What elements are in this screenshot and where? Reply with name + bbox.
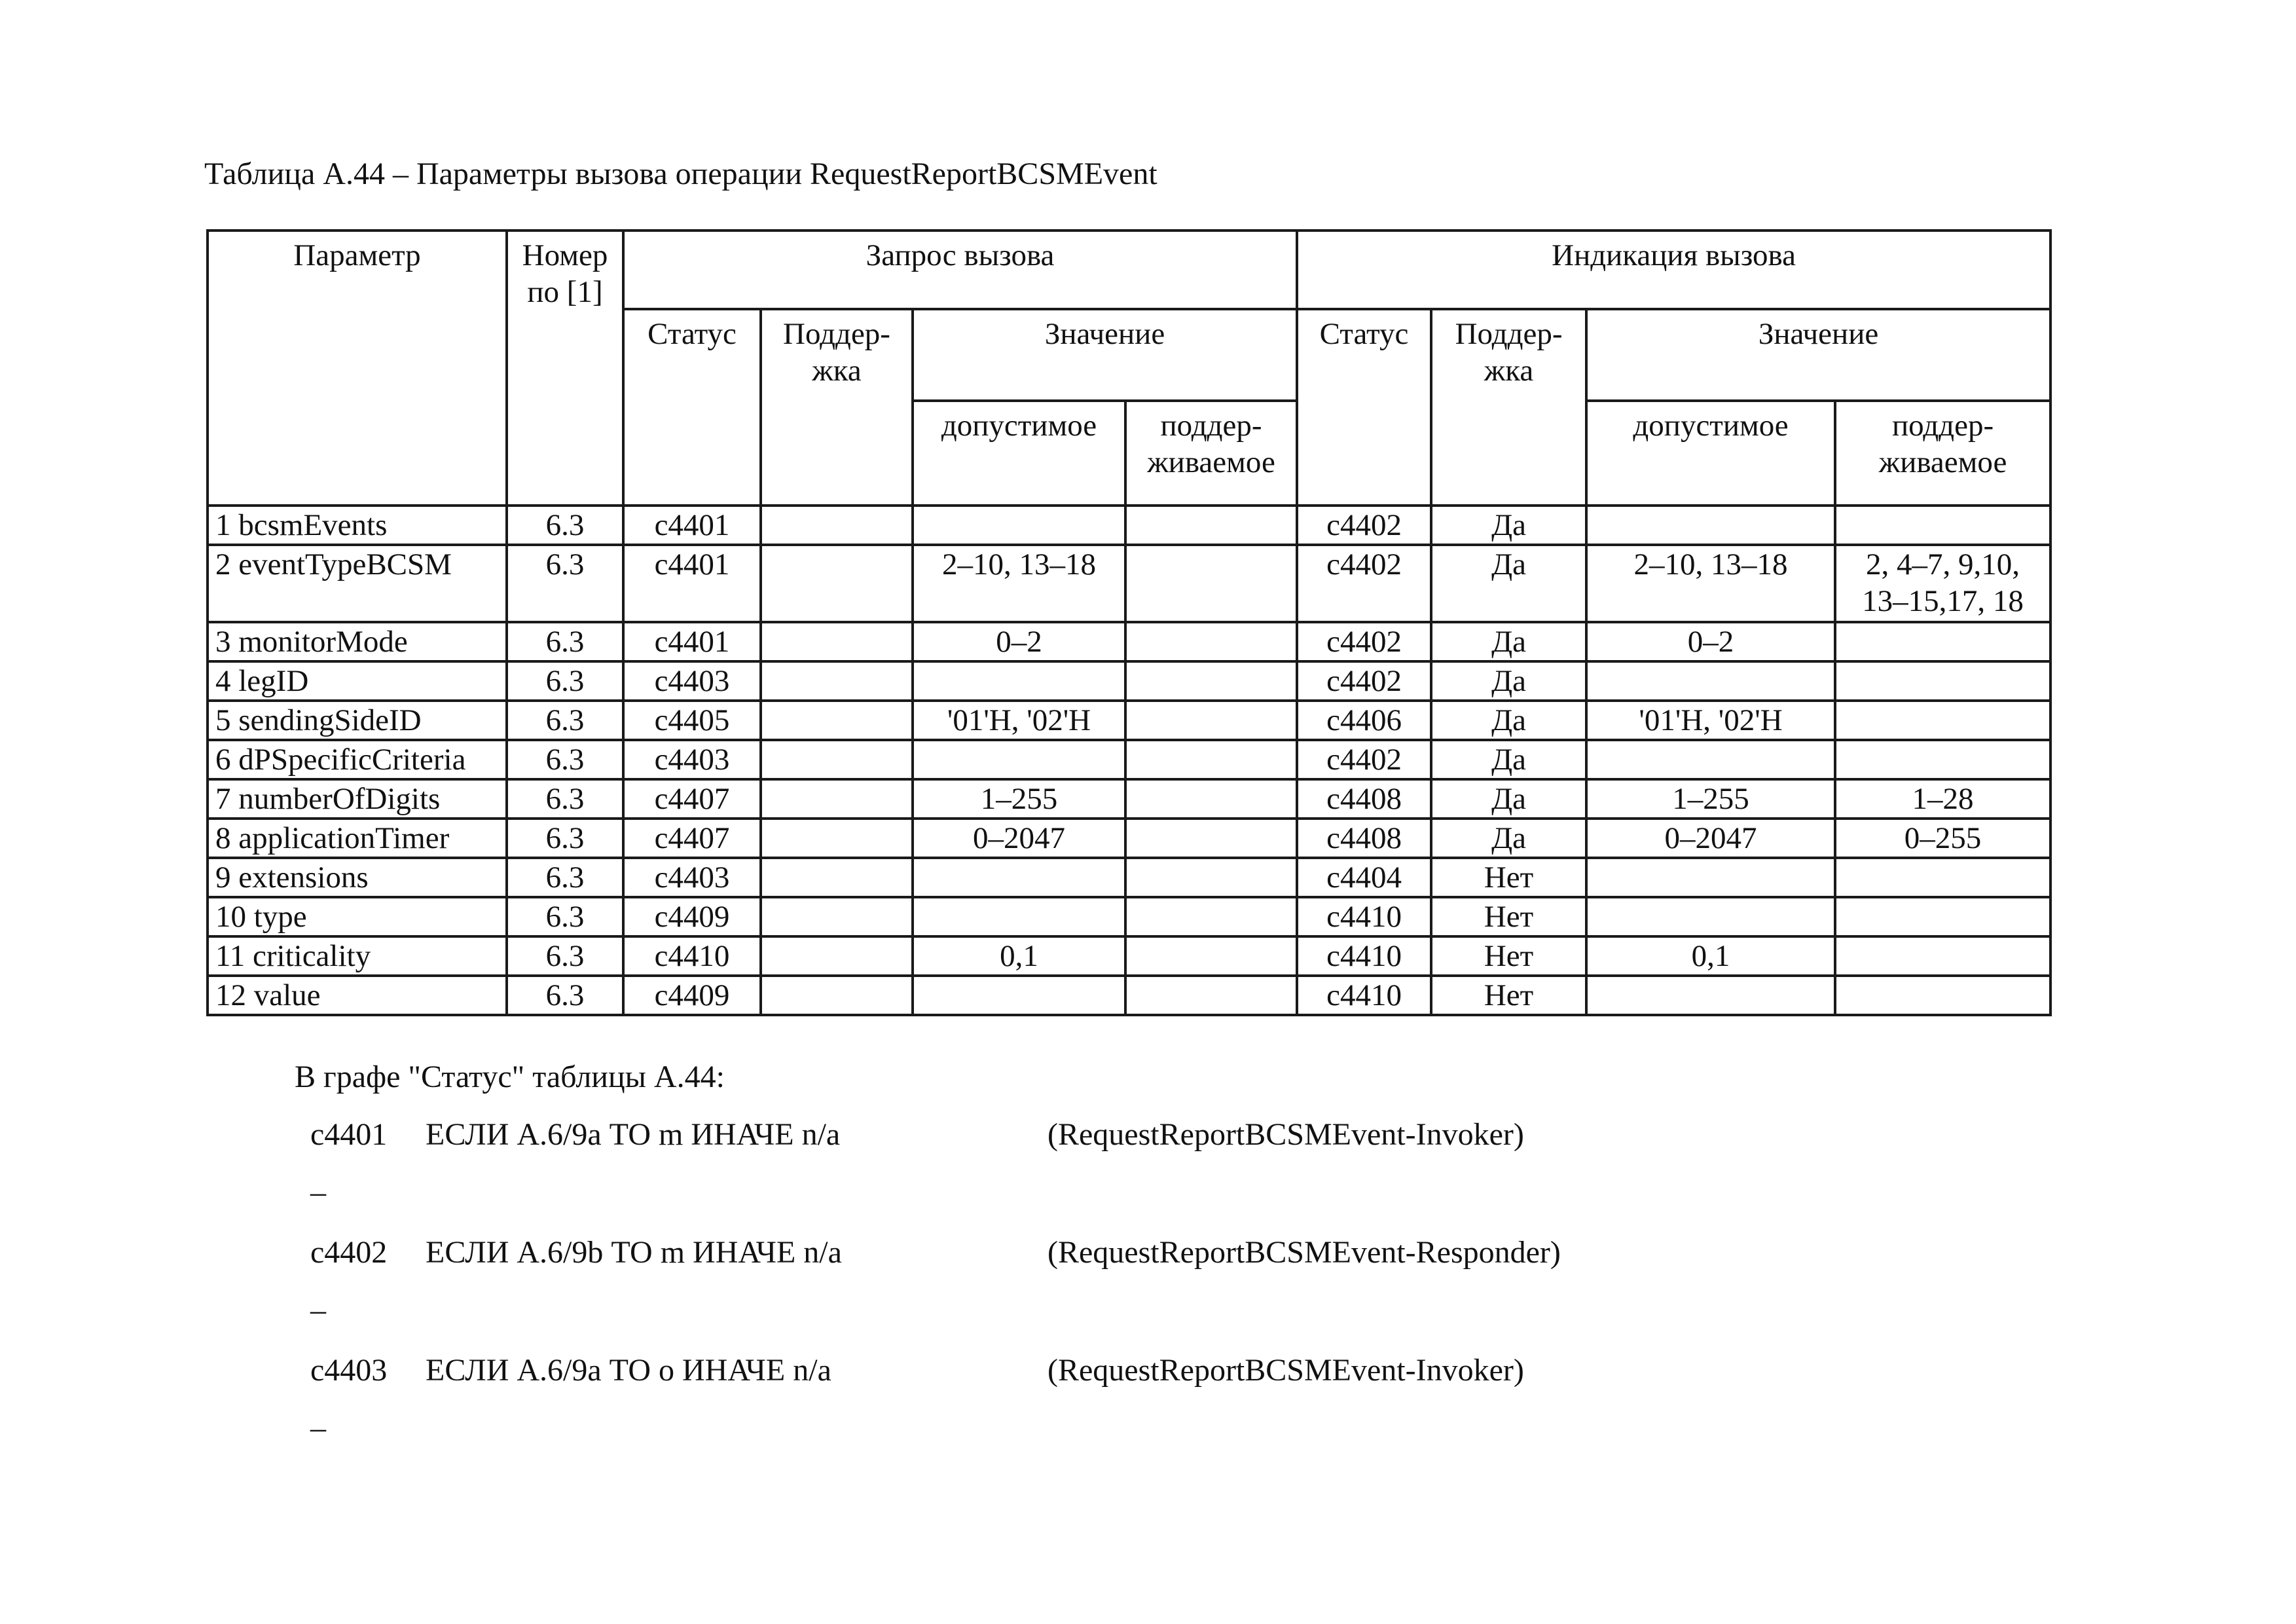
table-row [208, 936, 2050, 976]
cell-req-support [761, 506, 913, 545]
cell-ind-supported [1835, 936, 2050, 976]
cell-req-allowed [913, 858, 1125, 897]
cell-req-status: c4407 [623, 779, 761, 819]
cell-req-status: c4401 [623, 506, 761, 545]
table-row [208, 701, 2050, 740]
cell-param: 7 numberOfDigits [208, 779, 507, 819]
cell-ind-status: c4402 [1297, 506, 1431, 545]
cell-req-support [761, 779, 913, 819]
note-condition: ЕСЛИ А.6/9а ТО o ИНАЧЕ n/a [426, 1353, 831, 1388]
header-ind-allowed: допустимое [1586, 401, 1835, 506]
table-row [208, 858, 2050, 897]
cell-number: 6.3 [507, 976, 623, 1015]
cell-ind-supported [1835, 976, 2050, 1015]
cell-ind-allowed [1586, 976, 1835, 1015]
cell-ind-support: Да [1431, 622, 1586, 661]
cell-req-status: c4409 [623, 976, 761, 1015]
note-condition: ЕСЛИ А.6/9а ТО m ИНАЧЕ n/a [426, 1117, 841, 1152]
note-item [295, 1233, 1866, 1351]
header-req-value: Значение [913, 309, 1297, 401]
cell-ind-allowed [1586, 740, 1835, 779]
cell-number: 6.3 [507, 779, 623, 819]
table-row [208, 661, 2050, 701]
cell-param: 11 criticality [208, 936, 507, 976]
cell-req-status: c4409 [623, 897, 761, 936]
cell-param: 10 type [208, 897, 507, 936]
cell-ind-allowed [1586, 506, 1835, 545]
cell-req-status: c4405 [623, 701, 761, 740]
cell-number: 6.3 [507, 936, 623, 976]
cell-ind-status: c4402 [1297, 740, 1431, 779]
status-notes [295, 1058, 1866, 1469]
cell-req-support [761, 976, 913, 1015]
table-row [208, 819, 2050, 858]
note-dash: – [310, 1175, 326, 1209]
note-role: (RequestReportBCSMEvent-Invoker) [1048, 1117, 1524, 1152]
cell-req-support [761, 897, 913, 936]
cell-ind-status: c4410 [1297, 897, 1431, 936]
cell-req-support [761, 701, 913, 740]
table-row [208, 545, 2050, 622]
cell-req-support [761, 936, 913, 976]
cell-ind-support: Да [1431, 819, 1586, 858]
cell-ind-supported [1835, 622, 2050, 661]
note-dash: – [310, 1411, 326, 1445]
header-req-status: Статус [623, 309, 761, 506]
cell-ind-allowed: '01'H, '02'H [1586, 701, 1835, 740]
cell-req-allowed: 0,1 [913, 936, 1125, 976]
header-ind-supported: поддер-живаемое [1835, 401, 2050, 506]
cell-req-supported [1125, 740, 1297, 779]
header-ind-status: Статус [1297, 309, 1431, 506]
cell-ind-support: Да [1431, 545, 1586, 622]
cell-req-supported [1125, 779, 1297, 819]
cell-param: 2 eventTypeBCSM [208, 545, 507, 622]
cell-param: 1 bcsmEvents [208, 506, 507, 545]
cell-req-allowed: 0–2047 [913, 819, 1125, 858]
cell-req-status: c4410 [623, 936, 761, 976]
cell-req-supported [1125, 897, 1297, 936]
table-row [208, 622, 2050, 661]
header-param: Параметр [208, 231, 507, 506]
cell-ind-support: Нет [1431, 936, 1586, 976]
cell-req-status: c4401 [623, 545, 761, 622]
cell-req-support [761, 661, 913, 701]
cell-ind-support: Да [1431, 701, 1586, 740]
table-row [208, 976, 2050, 1015]
note-dash: – [310, 1293, 326, 1327]
cell-req-supported [1125, 819, 1297, 858]
table-row [208, 740, 2050, 779]
note-item [295, 1115, 1866, 1233]
cell-ind-support: Да [1431, 506, 1586, 545]
cell-ind-status: c4402 [1297, 661, 1431, 701]
note-role: (RequestReportBCSMEvent-Invoker) [1048, 1353, 1524, 1388]
cell-ind-supported: 1–28 [1835, 779, 2050, 819]
cell-req-allowed [913, 976, 1125, 1015]
table-row [208, 506, 2050, 545]
cell-ind-status: c4406 [1297, 701, 1431, 740]
cell-number: 6.3 [507, 701, 623, 740]
cell-ind-status: c4402 [1297, 545, 1431, 622]
cell-req-status: c4403 [623, 858, 761, 897]
cell-ind-support: Нет [1431, 858, 1586, 897]
cell-ind-status: c4402 [1297, 622, 1431, 661]
cell-req-allowed [913, 740, 1125, 779]
note-role: (RequestReportBCSMEvent-Responder) [1048, 1235, 1561, 1270]
cell-req-allowed: 2–10, 13–18 [913, 545, 1125, 622]
cell-param: 8 applicationTimer [208, 819, 507, 858]
header-req-allowed: допустимое [913, 401, 1125, 506]
cell-req-supported [1125, 858, 1297, 897]
cell-ind-supported [1835, 506, 2050, 545]
cell-ind-status: c4408 [1297, 779, 1431, 819]
cell-number: 6.3 [507, 740, 623, 779]
cell-ind-support: Да [1431, 661, 1586, 701]
parameters-table [206, 229, 2052, 1016]
cell-ind-supported [1835, 701, 2050, 740]
cell-number: 6.3 [507, 661, 623, 701]
cell-ind-support: Да [1431, 740, 1586, 779]
cell-req-support [761, 858, 913, 897]
cell-req-supported [1125, 701, 1297, 740]
cell-ind-allowed: 0–2047 [1586, 819, 1835, 858]
cell-req-supported [1125, 545, 1297, 622]
cell-ind-allowed [1586, 661, 1835, 701]
cell-param: 9 extensions [208, 858, 507, 897]
cell-number: 6.3 [507, 858, 623, 897]
cell-req-supported [1125, 622, 1297, 661]
cell-param: 4 legID [208, 661, 507, 701]
cell-req-allowed: '01'H, '02'H [913, 701, 1125, 740]
cell-number: 6.3 [507, 506, 623, 545]
cell-number: 6.3 [507, 819, 623, 858]
cell-param: 6 dPSpecificCriteria [208, 740, 507, 779]
cell-ind-allowed [1586, 858, 1835, 897]
header-request-group: Запрос вызова [623, 231, 1297, 309]
cell-ind-status: c4410 [1297, 936, 1431, 976]
note-item [295, 1351, 1866, 1469]
table-row [208, 897, 2050, 936]
cell-param: 3 monitorMode [208, 622, 507, 661]
cell-req-allowed [913, 661, 1125, 701]
cell-ind-support: Нет [1431, 976, 1586, 1015]
cell-req-status: c4407 [623, 819, 761, 858]
cell-req-allowed [913, 897, 1125, 936]
note-code: c4401 [310, 1117, 388, 1152]
cell-ind-supported [1835, 661, 2050, 701]
cell-ind-allowed [1586, 897, 1835, 936]
table-caption: Таблица А.44 – Параметры вызова операции RequestReportBCSMEvent [204, 157, 1157, 191]
cell-req-support [761, 545, 913, 622]
cell-req-supported [1125, 936, 1297, 976]
cell-req-allowed: 1–255 [913, 779, 1125, 819]
cell-ind-status: c4404 [1297, 858, 1431, 897]
cell-req-supported [1125, 976, 1297, 1015]
note-code: c4403 [310, 1353, 388, 1388]
cell-param: 5 sendingSideID [208, 701, 507, 740]
cell-ind-supported [1835, 858, 2050, 897]
cell-req-support [761, 622, 913, 661]
cell-number: 6.3 [507, 545, 623, 622]
cell-req-allowed: 0–2 [913, 622, 1125, 661]
header-req-supported: поддер-живаемое [1125, 401, 1297, 506]
cell-ind-allowed: 2–10, 13–18 [1586, 545, 1835, 622]
cell-req-support [761, 819, 913, 858]
cell-req-status: c4403 [623, 661, 761, 701]
cell-req-status: c4401 [623, 622, 761, 661]
cell-ind-status: c4410 [1297, 976, 1431, 1015]
cell-ind-supported: 0–255 [1835, 819, 2050, 858]
note-code: c4402 [310, 1235, 388, 1270]
cell-param: 12 value [208, 976, 507, 1015]
cell-ind-status: c4408 [1297, 819, 1431, 858]
cell-req-support [761, 740, 913, 779]
notes-title: В графе "Статус" таблицы А.44: [295, 1060, 725, 1094]
table-row [208, 779, 2050, 819]
cell-ind-support: Нет [1431, 897, 1586, 936]
cell-ind-supported [1835, 740, 2050, 779]
cell-number: 6.3 [507, 622, 623, 661]
note-condition: ЕСЛИ А.6/9b ТО m ИНАЧЕ n/a [426, 1235, 842, 1270]
header-number: Номер по [1] [507, 231, 623, 506]
cell-number: 6.3 [507, 897, 623, 936]
header-req-support: Поддер-жка [761, 309, 913, 506]
cell-ind-allowed: 0,1 [1586, 936, 1835, 976]
cell-ind-allowed: 0–2 [1586, 622, 1835, 661]
header-ind-value: Значение [1586, 309, 2050, 401]
header-ind-support: Поддер-жка [1431, 309, 1586, 506]
cell-ind-supported: 2, 4–7, 9,10, 13–15,17, 18 [1835, 545, 2050, 622]
cell-req-status: c4403 [623, 740, 761, 779]
cell-req-allowed [913, 506, 1125, 545]
cell-req-supported [1125, 506, 1297, 545]
cell-ind-allowed: 1–255 [1586, 779, 1835, 819]
cell-ind-support: Да [1431, 779, 1586, 819]
cell-req-supported [1125, 661, 1297, 701]
cell-ind-supported [1835, 897, 2050, 936]
header-indication-group: Индикация вызова [1297, 231, 2050, 309]
